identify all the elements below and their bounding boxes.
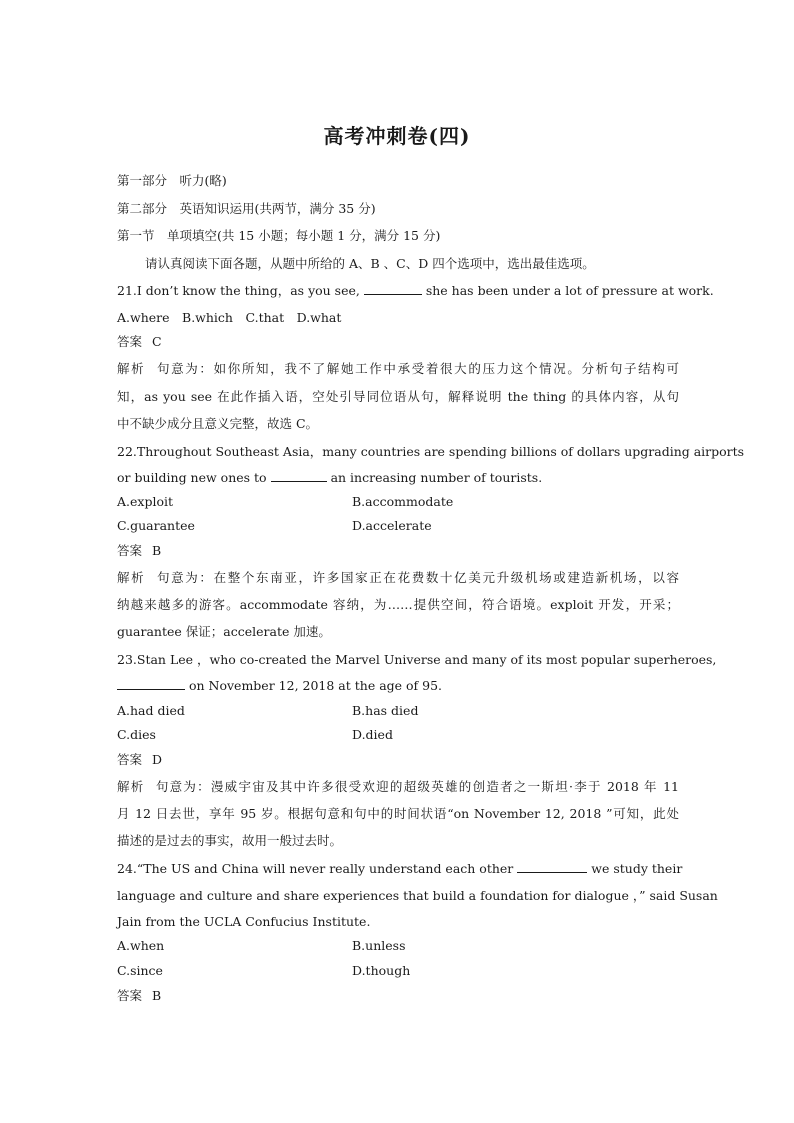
option-a: A.exploit (117, 494, 173, 509)
answer-blank (117, 677, 185, 690)
question-22-options-row1 (117, 493, 679, 511)
analysis-line: 句意为：漫威宇宙及其中许多很受欢迎的超级英雄的创造者之一斯坦·李于 2018 年 11 (154, 779, 679, 794)
stem-text: 21.I don’t know the thing，as you see, (117, 283, 360, 298)
question-22-analysis (117, 569, 679, 587)
page-title: 高考冲刺卷(四) (323, 124, 471, 148)
analysis-line: 句意为：如你所知，我不了解她工作中承受着很大的压力这个情况。分析句子结构可 (155, 361, 679, 376)
analysis-line: 知，as you see 在此作插入语，空处引导同位语从句，解释说明 the thing 的具体内容，从句 (117, 389, 679, 404)
question-24-stem-cont: language and culture and share experiences that build a foundation for dialogue ，” said Susan (117, 888, 718, 903)
option-a: A.had died (117, 703, 185, 718)
section-part2: 第二部分 英语知识运用(共两节，满分 35 分) (117, 201, 376, 216)
analysis-line: 纳越来越多的游客。accommodate 容纳，为……提供空间，符合语境。exploit 开发，开采； (117, 597, 679, 612)
answer-blank (271, 469, 327, 482)
question-21-options: A.where B.which C.that D.what (117, 310, 342, 325)
answer-blank (364, 282, 422, 295)
option-c: C.guarantee (117, 518, 195, 533)
question-22-stem: 22.Throughout Southeast Asia，many countries are spending billions of dollars upgrading airports (117, 444, 745, 459)
question-23-stem-cont (117, 677, 679, 695)
section-single-choice: 第一节 单项填空(共 15 小题；每小题 1 分，满分 15 分) (117, 228, 441, 243)
analysis-line: 月 12 日去世，享年 95 岁。根据句意和句中的时间状语“on November 12, 2018 ”可知，此处 (117, 806, 679, 821)
option-b: B.has died (352, 703, 419, 718)
question-21-answer (117, 333, 679, 351)
question-21-analysis (117, 360, 679, 378)
option-d: D.died (352, 727, 393, 742)
stem-text: on November 12, 2018 at the age of 95. (188, 678, 443, 693)
stem-text: she has been under a lot of pressure at work. (425, 283, 714, 298)
question-23-stem: 23.Stan Lee ，who co-created the Marvel Universe and many of its most popular superheroes, (117, 652, 717, 667)
answer-label: 答案 (117, 543, 143, 558)
question-22-answer (117, 542, 679, 560)
question-24-options-row2 (117, 962, 679, 980)
analysis-label: 解析 (117, 570, 146, 585)
option-b: B.accommodate (352, 494, 454, 509)
answer-label: 答案 (117, 334, 143, 349)
option-c: C.dies (117, 727, 156, 742)
question-23-analysis (117, 778, 679, 796)
option-c: C.since (117, 963, 163, 978)
analysis-line: 描述的是过去的事实，故用一般过去时。 (117, 833, 343, 848)
question-22-stem-cont (117, 469, 679, 487)
analysis-label: 解析 (117, 361, 146, 376)
stem-text: or building new ones to (117, 470, 267, 485)
question-23-answer (117, 751, 679, 769)
answer-value: B (152, 543, 162, 558)
option-b: B.unless (352, 938, 406, 953)
option-a: A.when (117, 938, 165, 953)
section-part1: 第一部分 听力(略) (117, 173, 227, 188)
answer-value: D (152, 752, 163, 767)
question-24-stem-cont: Jain from the UCLA Confucius Institute. (117, 914, 371, 929)
question-23-options-row2 (117, 726, 679, 744)
answer-value: C (152, 334, 162, 349)
question-21-stem (117, 282, 714, 300)
question-24-stem (117, 860, 683, 878)
stem-text: 24.“The US and China will never really understand each other (117, 861, 514, 876)
answer-value: B (152, 988, 162, 1003)
question-24-options-row1 (117, 937, 679, 955)
analysis-line: 句意为：在整个东南亚，许多国家正在花费数十亿美元升级机场或建造新机场，以容 (155, 570, 679, 585)
answer-blank (517, 860, 587, 873)
stem-text: we study their (591, 861, 683, 876)
answer-label: 答案 (117, 988, 143, 1003)
analysis-line: 中不缺少成分且意义完整，故选 C。 (117, 416, 319, 431)
analysis-line: guarantee 保证；accelerate 加速。 (117, 624, 331, 639)
instruction-text: 请认真阅读下面各题，从题中所给的 A、B 、C、D 四个选项中，选出最佳选项。 (145, 256, 595, 271)
analysis-label: 解析 (117, 779, 145, 794)
stem-text: an increasing number of tourists. (330, 470, 543, 485)
question-24-answer (117, 987, 679, 1005)
option-d: D.accelerate (352, 518, 432, 533)
question-23-options-row1 (117, 702, 679, 720)
question-22-options-row2 (117, 517, 679, 535)
option-d: D.though (352, 963, 411, 978)
answer-label: 答案 (117, 752, 143, 767)
